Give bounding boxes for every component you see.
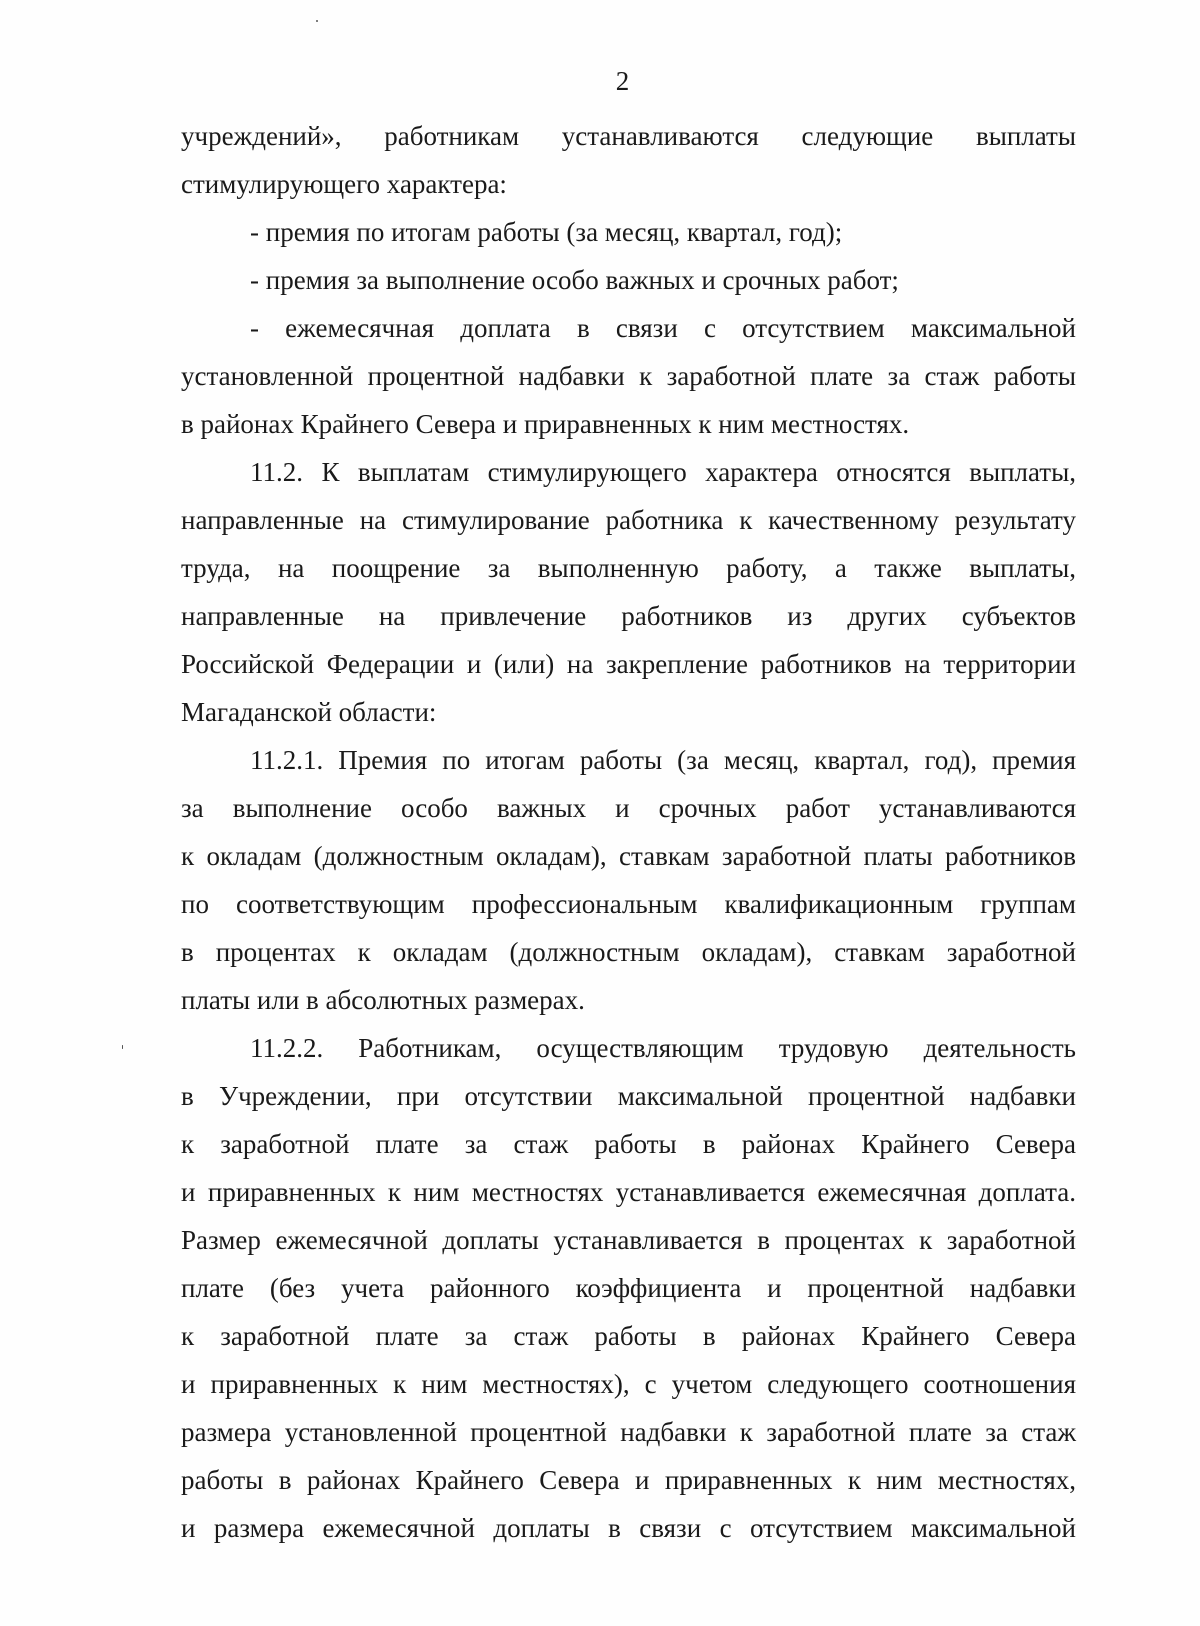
text-line: направленные на привлечение работников из других субъектов (181, 601, 1076, 631)
text-line: в районах Крайнего Севера и приравненных к ним местностях. (181, 409, 910, 439)
text-line: направленные на стимулирование работника к качественному результату (181, 505, 1076, 535)
scan-speck (122, 1045, 123, 1049)
text-line: Российской Федерации и (или) на закрепление работников на территории (181, 649, 1076, 679)
text-line: и приравненных к ним местностях), с учетом следующего соотношения (181, 1369, 1076, 1399)
text-line: и размера ежемесячной доплаты в связи с отсутствием максимальной (181, 1513, 1076, 1543)
text-line: труда, на поощрение за выполненную работу, а также выплаты, (181, 553, 1076, 583)
paragraph-11-2-2-start: 11.2.2. Работникам, осуществляющим трудовую деятельность (250, 1033, 1076, 1063)
text-line: по соответствующим профессиональным квалификационным группам (181, 889, 1076, 919)
text-line: к заработной плате за стаж работы в районах Крайнего Севера (181, 1129, 1076, 1159)
paragraph-11-2-start: 11.2. К выплатам стимулирующего характера относятся выплаты, (250, 457, 1076, 487)
list-item: - премия по итогам работы (за месяц, квартал, год); (250, 217, 843, 247)
list-item: - премия за выполнение особо важных и срочных работ; (250, 265, 899, 295)
text-line: за выполнение особо важных и срочных работ устанавливаются (181, 793, 1076, 823)
text-line: размера установленной процентной надбавки к заработной плате за стаж (181, 1417, 1076, 1447)
text-line: установленной процентной надбавки к заработной плате за стаж работы (181, 361, 1076, 391)
text-line: и приравненных к ним местностях устанавливается ежемесячная доплата. (181, 1177, 1076, 1207)
paragraph-11-2-1-start: 11.2.1. Премия по итогам работы (за месяц, квартал, год), премия (250, 745, 1076, 775)
text-line: Магаданской области: (181, 697, 437, 727)
text-line: работы в районах Крайнего Севера и приравненных к ним местностях, (181, 1465, 1076, 1495)
text-line: к окладам (должностным окладам), ставкам заработной платы работников (181, 841, 1076, 871)
text-line: учреждений», работникам устанавливаются следующие выплаты (181, 121, 1076, 151)
text-line: к заработной плате за стаж работы в районах Крайнего Севера (181, 1321, 1076, 1351)
text-line: Размер ежемесячной доплаты устанавливается в процентах к заработной (181, 1225, 1076, 1255)
text-line: в процентах к окладам (должностным окладам), ставкам заработной (181, 937, 1076, 967)
text-line: платы или в абсолютных размерах. (181, 985, 585, 1015)
text-line: стимулирующего характера: (181, 169, 507, 199)
text-line: плате (без учета районного коэффициента и процентной надбавки (181, 1273, 1076, 1303)
scan-speck (316, 20, 318, 22)
list-item: - ежемесячная доплата в связи с отсутствием максимальной (250, 313, 1076, 343)
text-line: в Учреждении, при отсутствии максимальной процентной надбавки (181, 1081, 1076, 1111)
page-number: 2 (615, 66, 630, 96)
